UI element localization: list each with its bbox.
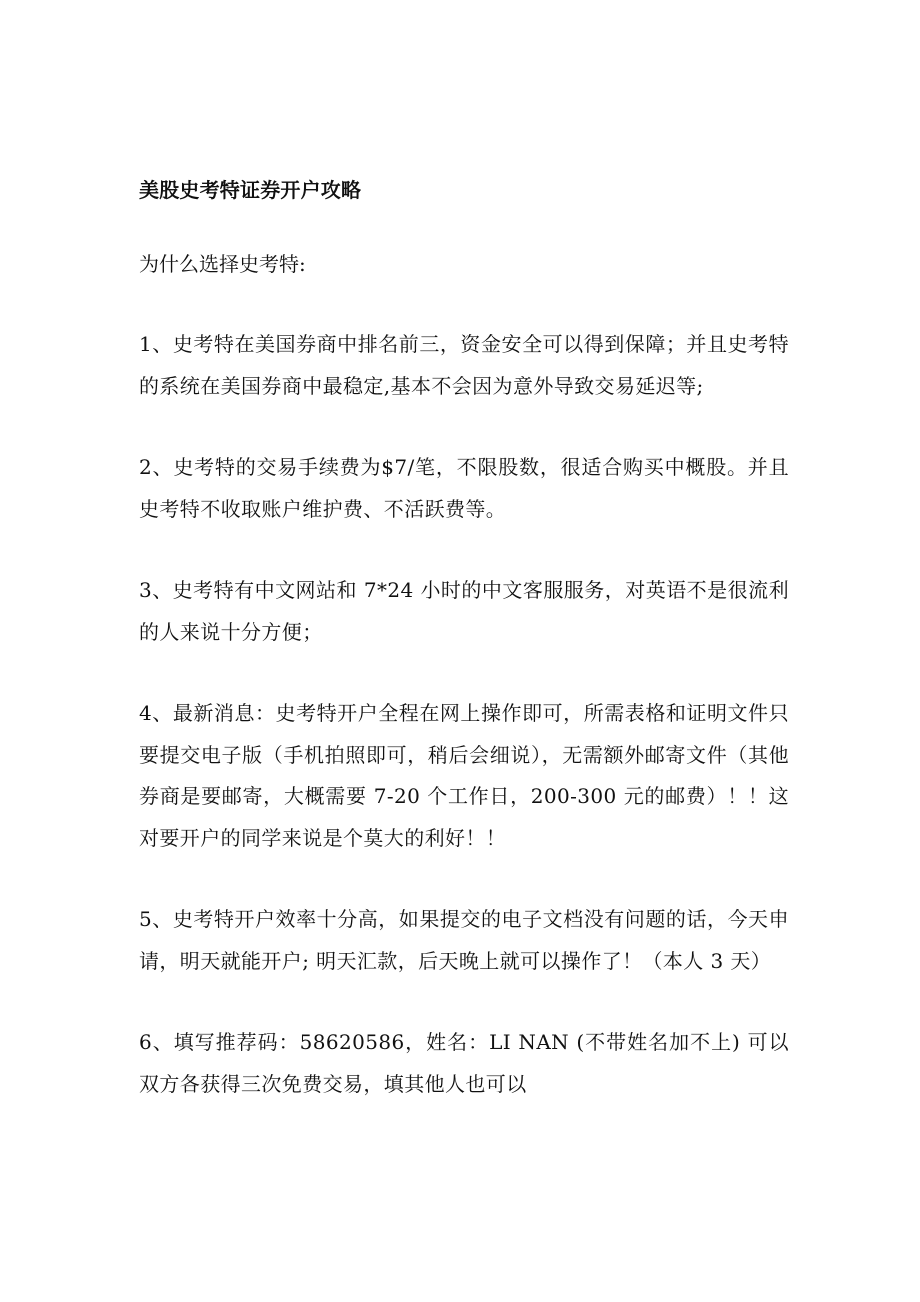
document-title: 美股史考特证券开户攻略 [139,178,362,202]
paragraph-4: 4、最新消息：史考特开户全程在网上操作即可，所需表格和证明文件只要提交电子版（手机拍照即可，稍后会细说），无需额外邮寄文件（其他券商是要邮寄，大概需要 7-20 个工作日，200-300 元的邮费）！！这对要开户的同学来说是个莫大的利好！！ [139,701,789,850]
paragraph-3: 3、史考特有中文网站和 7*24 小时的中文客服服务，对英语不是很流利的人来说十分方便； [139,578,789,644]
paragraph-5: 5、史考特开户效率十分高，如果提交的电子文档没有问题的话，今天申请，明天就能开户; 明天汇款，后天晚上就可以操作了！（本人 3 天） [139,907,789,973]
section-heading: 为什么选择史考特: [139,252,306,276]
paragraph-1: 1、史考特在美国券商中排名前三，资金安全可以得到保障；并且史考特的系统在美国券商中最稳定,基本不会因为意外导致交易延迟等; [139,332,789,398]
document-body [139,172,789,1145]
paragraph-6: 6、填写推荐码：58620586，姓名：LI NAN (不带姓名加不上) 可以双方各获得三次免费交易，填其他人也可以 [139,1030,789,1096]
paragraph-2: 2、史考特的交易手续费为$7/笔，不限股数，很适合购买中概股。并且史考特不收取账户维护费、不活跃费等。 [139,455,789,521]
